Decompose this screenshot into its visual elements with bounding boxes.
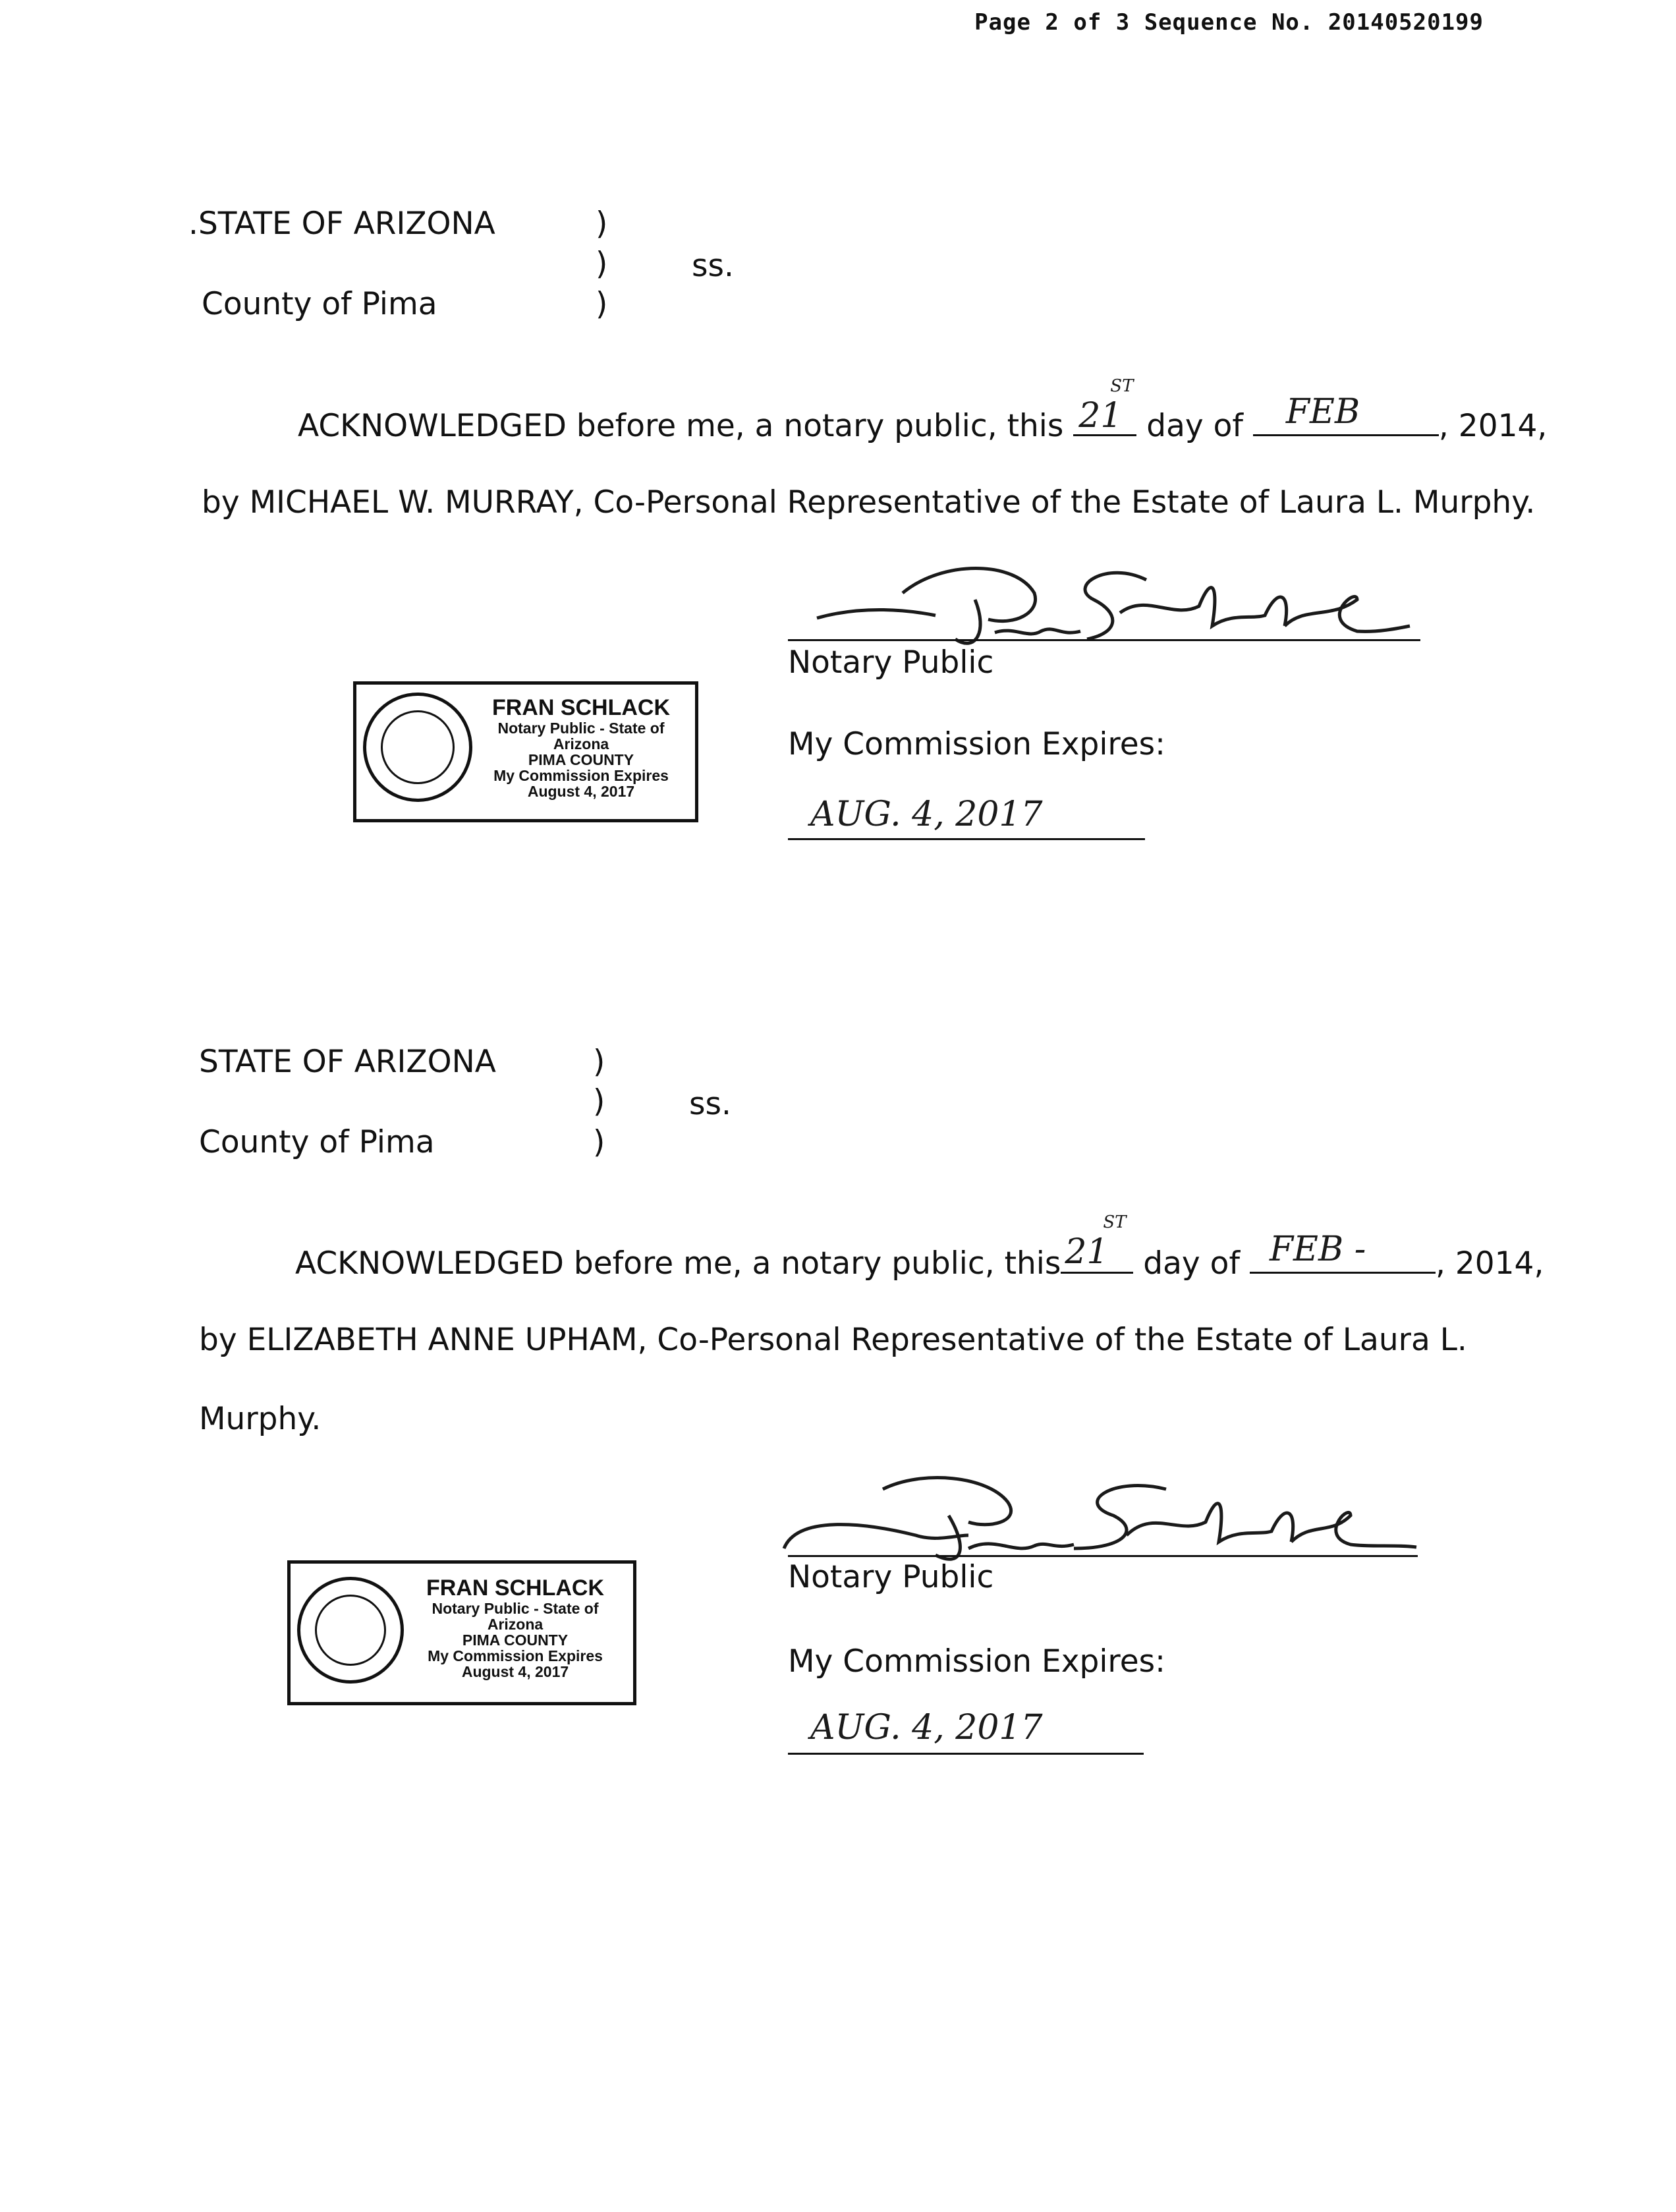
stamp-line: Notary Public - State of Arizona bbox=[432, 1599, 599, 1633]
stamp-name: FRAN SCHLACK bbox=[491, 695, 671, 720]
handwritten-day-suffix: ST bbox=[1110, 376, 1134, 396]
stamp-line: PIMA COUNTY bbox=[528, 751, 634, 768]
commission-date-line bbox=[788, 838, 1145, 840]
handwritten-commission-date: AUG. 4, 2017 bbox=[810, 795, 1043, 834]
stamp-line: Notary Public - State of Arizona bbox=[497, 719, 665, 752]
venue-paren: ) bbox=[593, 1044, 605, 1080]
by-line: by MICHAEL W. MURRAY, Co-Personal Representative of the Estate of Laura L. Murphy. bbox=[202, 484, 1536, 521]
venue-state: STATE OF ARIZONA bbox=[199, 1044, 496, 1080]
notary-public-label: Notary Public bbox=[788, 644, 994, 681]
acknowledgment-line bbox=[298, 376, 1548, 444]
by-line: by ELIZABETH ANNE UPHAM, Co-Personal Representative of the Estate of Laura L. bbox=[199, 1322, 1467, 1358]
acknowledgment-line bbox=[295, 1212, 1544, 1282]
venue-paren: ) bbox=[593, 1083, 605, 1120]
stamp-line: August 4, 2017 bbox=[527, 783, 635, 801]
stamp-text bbox=[404, 1577, 627, 1680]
notary-stamp bbox=[353, 681, 698, 822]
handwritten-day: 21 bbox=[1078, 396, 1123, 436]
commission-date-line bbox=[788, 1753, 1144, 1755]
venue-county: County of Pima bbox=[202, 286, 437, 322]
venue-state: .STATE OF ARIZONA bbox=[188, 206, 495, 242]
venue-paren: ) bbox=[596, 206, 608, 242]
month-blank bbox=[1253, 392, 1439, 436]
ack-before-text: ACKNOWLEDGED before me, a notary public, this bbox=[298, 408, 1064, 444]
stamp-line: My Commission Expires bbox=[428, 1647, 603, 1665]
notary-public-label: Notary Public bbox=[788, 1559, 994, 1595]
month-blank bbox=[1250, 1230, 1436, 1274]
day-blank bbox=[1061, 1212, 1133, 1274]
stamp-name: FRAN SCHLACK bbox=[426, 1575, 605, 1601]
arizona-seal-icon bbox=[297, 1577, 404, 1684]
handwritten-month: FEB - bbox=[1269, 1230, 1366, 1269]
ack-day-of-text: day of bbox=[1143, 1245, 1240, 1282]
handwritten-day: 21 bbox=[1065, 1232, 1109, 1272]
day-blank bbox=[1073, 376, 1136, 436]
ack-before-text: ACKNOWLEDGED before me, a notary public, this bbox=[295, 1245, 1061, 1282]
notary-signature bbox=[777, 547, 1423, 659]
commission-expires-label: My Commission Expires: bbox=[788, 726, 1165, 762]
venue-ss: ss. bbox=[689, 1086, 731, 1122]
commission-expires-label: My Commission Expires: bbox=[788, 1643, 1165, 1680]
stamp-line: August 4, 2017 bbox=[461, 1663, 569, 1681]
venue-county: County of Pima bbox=[199, 1124, 435, 1160]
stamp-line: My Commission Expires bbox=[493, 767, 669, 785]
signature-line bbox=[788, 639, 1420, 641]
ack-year-text: , 2014, bbox=[1438, 408, 1548, 444]
handwritten-month: FEB bbox=[1285, 392, 1360, 432]
venue-paren: ) bbox=[596, 246, 608, 282]
by-line-continued: Murphy. bbox=[199, 1401, 321, 1437]
notary-stamp bbox=[287, 1560, 636, 1705]
venue-paren: ) bbox=[593, 1124, 605, 1160]
ack-day-of-text: day of bbox=[1146, 408, 1243, 444]
notary-signature bbox=[771, 1463, 1423, 1575]
venue-ss: ss. bbox=[692, 248, 734, 284]
handwritten-day-suffix: ST bbox=[1103, 1212, 1127, 1232]
signature-line bbox=[788, 1555, 1418, 1557]
page-sequence-header: Page 2 of 3 Sequence No. 20140520199 bbox=[974, 9, 1484, 36]
ack-year-text: , 2014, bbox=[1435, 1245, 1544, 1282]
stamp-line: PIMA COUNTY bbox=[462, 1631, 569, 1649]
arizona-seal-icon bbox=[363, 693, 472, 802]
stamp-text bbox=[474, 696, 688, 799]
handwritten-commission-date: AUG. 4, 2017 bbox=[810, 1708, 1043, 1747]
venue-paren: ) bbox=[596, 286, 608, 322]
